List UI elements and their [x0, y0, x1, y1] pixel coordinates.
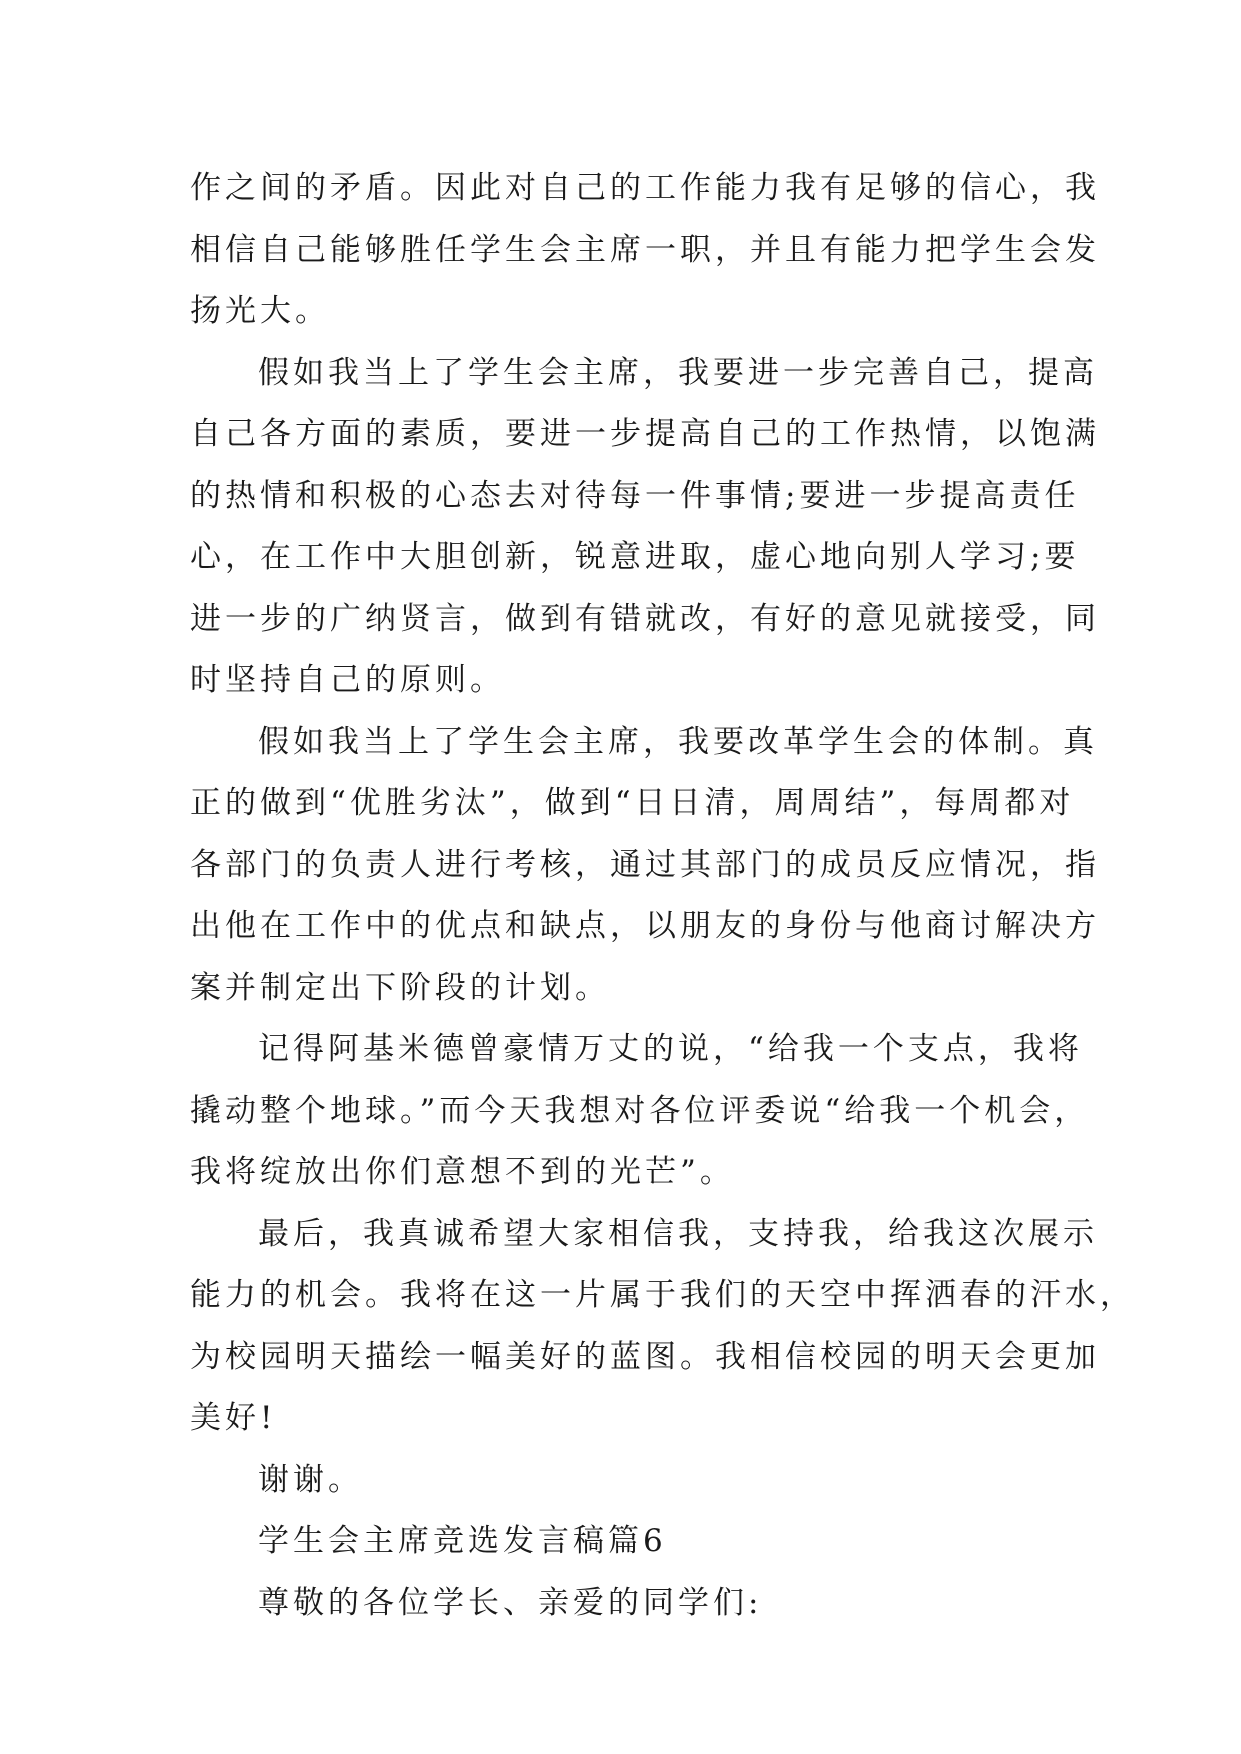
text-line: 时坚持自己的原则。 — [190, 662, 505, 698]
text-line: 作之间的矛盾。因此对自己的工作能力我有足够的信心，我 — [190, 170, 1100, 206]
text-line: 案并制定出下阶段的计划。 — [190, 969, 610, 1006]
text-line: 心，在工作中大胆创新，锐意进取，虚心地向别人学习;要 — [190, 539, 1080, 575]
paragraph-3 — [190, 712, 1100, 1020]
paragraph-2 — [190, 343, 1100, 712]
text-line: 自己各方面的素质，要进一步提高自己的工作热情，以饱满 — [190, 416, 1100, 452]
text-line: 进一步的广纳贤言，做到有错就改，有好的意见就接受，同 — [190, 600, 1100, 637]
salutation — [190, 1573, 1052, 1635]
text-line: 撬动整个地球。”而今天我想对各位评委说“给我一个机会， — [190, 1092, 1090, 1129]
text-line: 扬光大。 — [190, 293, 330, 329]
salutation-text: 尊敬的各位学长、亲爱的同学们: — [258, 1584, 763, 1621]
text-line: 的热情和积极的心态去对待每一件事情;要进一步提高责任 — [190, 477, 1080, 514]
text-line: 最后，我真诚希望大家相信我，支持我，给我这次展示 — [258, 1215, 1098, 1252]
section-heading — [190, 1511, 1052, 1573]
text-line: 出他在工作中的优点和缺点，以朋友的身份与他商讨解决方 — [190, 908, 1100, 944]
paragraph-thanks — [190, 1450, 1052, 1512]
text-line: 正的做到“优胜劣汰”，做到“日日清，周周结”，每周都对 — [190, 785, 1075, 821]
text-line: 假如我当上了学生会主席，我要进一步完善自己，提高 — [258, 354, 1098, 391]
text-line: 假如我当上了学生会主席，我要改革学生会的体制。真 — [258, 723, 1098, 760]
document-body — [190, 158, 1135, 1634]
paragraph-1 — [190, 158, 1100, 343]
text-line: 为校园明天描绘一幅美好的蓝图。我相信校园的明天会更加 — [190, 1338, 1100, 1375]
text-line: 谢谢。 — [258, 1461, 363, 1498]
text-line: 我将绽放出你们意想不到的光芒”。 — [190, 1154, 735, 1190]
text-line: 各部门的负责人进行考核，通过其部门的成员反应情况，指 — [190, 846, 1100, 883]
paragraph-5 — [190, 1204, 1135, 1450]
text-line: 相信自己能够胜任学生会主席一职，并且有能力把学生会发 — [190, 231, 1100, 268]
text-line: 能力的机会。我将在这一片属于我们的天空中挥洒春的汗水， — [190, 1277, 1135, 1313]
heading-text: 学生会主席竞选发言稿篇6 — [258, 1523, 667, 1559]
text-line: 美好! — [190, 1400, 277, 1436]
paragraph-4 — [190, 1019, 1090, 1204]
text-line: 记得阿基米德曾豪情万丈的说，“给我一个支点，我将 — [258, 1031, 1083, 1067]
